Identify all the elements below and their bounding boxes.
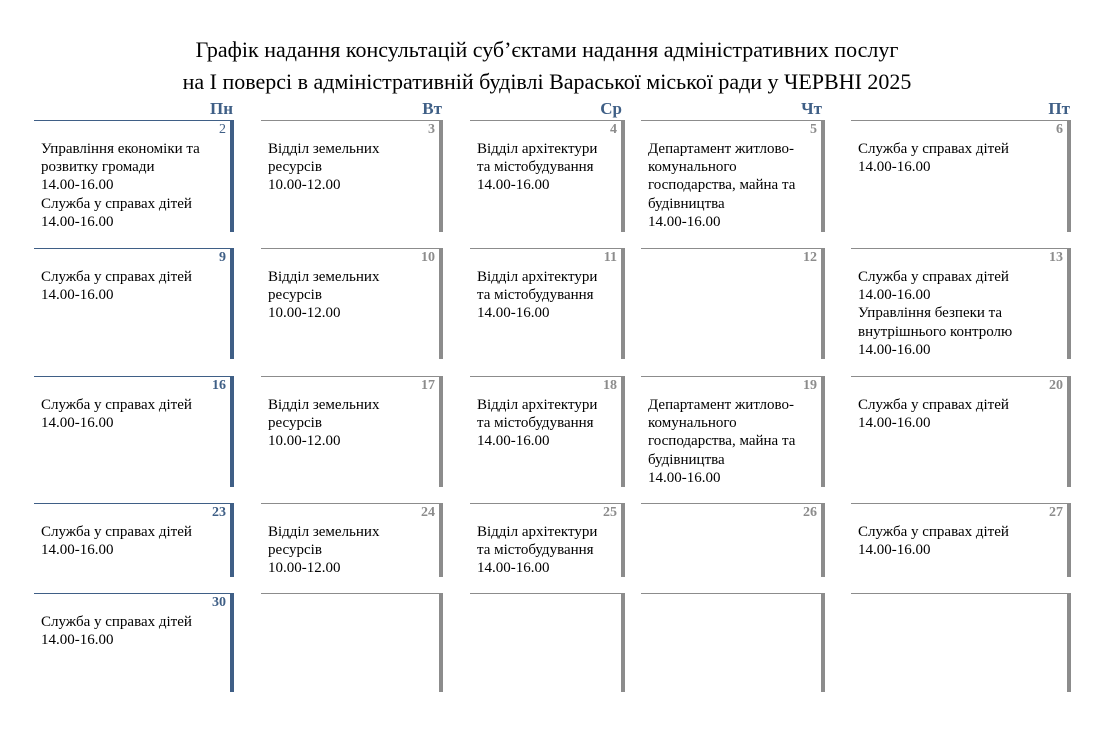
date-number: 16 (212, 378, 226, 393)
cell-content (477, 523, 615, 578)
cell-content (858, 140, 1061, 176)
date-number: 13 (1049, 250, 1063, 265)
date-number: 27 (1049, 505, 1063, 520)
cell-content (268, 396, 433, 451)
calendar-cell-tue-week-3 (261, 376, 443, 487)
calendar-cell-wed-week-3 (470, 376, 625, 487)
cell-content (268, 268, 433, 323)
cell-text-line: ресурсів (268, 287, 322, 304)
cell-text-line: Відділ архітектури (477, 524, 598, 540)
calendar-cell-fri-week-4 (851, 503, 1071, 577)
cell-content (648, 140, 815, 231)
cell-text-line: Служба у справах дітей (858, 397, 1009, 413)
cell-text-line: та містобудування (477, 415, 594, 432)
cell-text-line: Служба у справах дітей (41, 195, 192, 212)
cell-text-line: Відділ архітектури (477, 397, 598, 413)
calendar-cell-thu-week-3 (641, 376, 825, 487)
calendar-cell-thu-week-1 (641, 120, 825, 232)
calendar-cell-mon-week-1 (34, 120, 234, 232)
cell-text-line: Відділ земельних (268, 397, 380, 413)
calendar-cell-tue-week-4 (261, 503, 443, 577)
calendar-cell-wed-week-5 (470, 593, 625, 692)
cell-text-line: Управління економіки та (41, 141, 200, 157)
cell-text-line: 14.00-16.00 (477, 177, 550, 194)
calendar-cell-wed-week-4 (470, 503, 625, 577)
cell-text-line: Служба у справах дітей (858, 141, 1009, 157)
cell-text-line: Управління безпеки та (858, 305, 1003, 322)
cell-text-line: будівництва (648, 195, 725, 212)
calendar-cell-fri-week-2 (851, 248, 1071, 359)
cell-text-line: 10.00-12.00 (268, 305, 341, 322)
cell-text-line: Відділ земельних (268, 524, 380, 540)
date-number: 9 (219, 250, 226, 265)
calendar-cell-fri-week-5 (851, 593, 1071, 692)
cell-text-line: 14.00-16.00 (477, 560, 550, 577)
cell-text-line: комунального (648, 159, 737, 176)
date-number: 6 (1056, 122, 1063, 137)
cell-content (41, 396, 224, 432)
cell-content (858, 268, 1061, 359)
cell-text-line: Служба у справах дітей (41, 269, 192, 285)
cell-content (268, 140, 433, 195)
cell-content (41, 268, 224, 304)
cell-content (41, 523, 224, 559)
date-number: 30 (212, 595, 226, 610)
cell-text-line: 14.00-16.00 (858, 341, 931, 358)
cell-text-line: 14.00-16.00 (648, 469, 721, 486)
calendar-cell-thu-week-5 (641, 593, 825, 692)
calendar-cell-thu-week-2 (641, 248, 825, 359)
cell-text-line: 14.00-16.00 (477, 433, 550, 450)
date-number: 20 (1049, 378, 1063, 393)
cell-text-line: внутрішнього контролю (858, 323, 1013, 340)
calendar-cell-wed-week-1 (470, 120, 625, 232)
cell-text-line: 14.00-16.00 (41, 213, 114, 230)
date-number: 23 (212, 505, 226, 520)
cell-content (858, 523, 1061, 559)
calendar-cell-mon-week-2 (34, 248, 234, 359)
date-number: 17 (421, 378, 435, 393)
date-number: 11 (603, 250, 617, 265)
day-header-tue: Вт (422, 99, 442, 118)
date-number: 24 (421, 505, 435, 520)
cell-content (41, 140, 224, 231)
cell-text-line: та містобудування (477, 159, 594, 176)
cell-text-line: ресурсів (268, 159, 322, 176)
cell-text-line: 14.00-16.00 (858, 415, 931, 432)
cell-text-line: та містобудування (477, 287, 594, 304)
date-number: 4 (610, 122, 617, 137)
calendar-cell-fri-week-1 (851, 120, 1071, 232)
cell-text-line: Відділ архітектури (477, 141, 598, 157)
page-title-line-2: на І поверсі в адміністративній будівлі Вараської міської ради у ЧЕРВНІ 2025 (182, 69, 912, 94)
cell-text-line: Відділ земельних (268, 269, 380, 285)
day-header-thu: Чт (801, 99, 822, 118)
cell-content (858, 396, 1061, 432)
date-number: 26 (803, 505, 817, 520)
cell-text-line: ресурсів (268, 542, 322, 559)
cell-text-line: Служба у справах дітей (41, 614, 192, 630)
calendar-cell-mon-week-4 (34, 503, 234, 577)
day-header-wed: Ср (600, 99, 622, 118)
cell-text-line: комунального (648, 415, 737, 432)
cell-text-line: 14.00-16.00 (858, 542, 931, 559)
cell-content (477, 268, 615, 323)
cell-content (41, 613, 224, 649)
date-number: 5 (810, 122, 817, 137)
date-number: 10 (421, 250, 435, 265)
date-number: 18 (603, 378, 617, 393)
calendar-cell-tue-week-2 (261, 248, 443, 359)
cell-content (477, 396, 615, 451)
cell-text-line: господарства, майна та (648, 177, 796, 194)
page-title-line-1: Графік надання консультацій суб’єктами надання адміністративних послуг (195, 37, 899, 62)
cell-text-line: та містобудування (477, 542, 594, 559)
calendar-cell-thu-week-4 (641, 503, 825, 577)
cell-text-line: господарства, майна та (648, 433, 796, 450)
calendar-cell-wed-week-2 (470, 248, 625, 359)
cell-text-line: розвитку громади (41, 159, 155, 176)
cell-content (648, 396, 815, 487)
cell-text-line: 14.00-16.00 (41, 177, 114, 194)
cell-text-line: 10.00-12.00 (268, 433, 341, 450)
cell-text-line: Служба у справах дітей (858, 524, 1009, 540)
cell-text-line: 14.00-16.00 (477, 305, 550, 322)
cell-content (477, 140, 615, 195)
calendar-cell-mon-week-5 (34, 593, 234, 692)
date-number: 12 (803, 250, 817, 265)
cell-text-line: 10.00-12.00 (268, 177, 341, 194)
calendar-cell-tue-week-1 (261, 120, 443, 232)
cell-text-line: 14.00-16.00 (41, 287, 114, 304)
calendar-cell-mon-week-3 (34, 376, 234, 487)
date-number: 25 (603, 505, 617, 520)
cell-text-line: 14.00-16.00 (41, 415, 114, 432)
cell-text-line: Служба у справах дітей (858, 269, 1009, 285)
date-number: 3 (428, 122, 435, 137)
cell-text-line: Служба у справах дітей (41, 524, 192, 540)
cell-text-line: 14.00-16.00 (648, 213, 721, 230)
day-header-fri: Пт (1048, 99, 1070, 118)
date-number: 19 (803, 378, 817, 393)
cell-text-line: Відділ земельних (268, 141, 380, 157)
cell-text-line: 14.00-16.00 (858, 287, 931, 304)
day-header-mon: Пн (209, 99, 233, 118)
cell-text-line: 10.00-12.00 (268, 560, 341, 577)
cell-text-line: будівництва (648, 451, 725, 468)
cell-text-line: ресурсів (268, 415, 322, 432)
cell-text-line: Департамент житлово- (648, 397, 794, 413)
date-number: 2 (219, 122, 226, 137)
cell-text-line: Служба у справах дітей (41, 397, 192, 413)
cell-text-line: 14.00-16.00 (41, 542, 114, 559)
cell-text-line: Відділ архітектури (477, 269, 598, 285)
cell-content (268, 523, 433, 578)
cell-text-line: 14.00-16.00 (41, 632, 114, 649)
calendar-cell-tue-week-5 (261, 593, 443, 692)
cell-text-line: 14.00-16.00 (858, 159, 931, 176)
calendar-cell-fri-week-3 (851, 376, 1071, 487)
cell-text-line: Департамент житлово- (648, 141, 794, 157)
